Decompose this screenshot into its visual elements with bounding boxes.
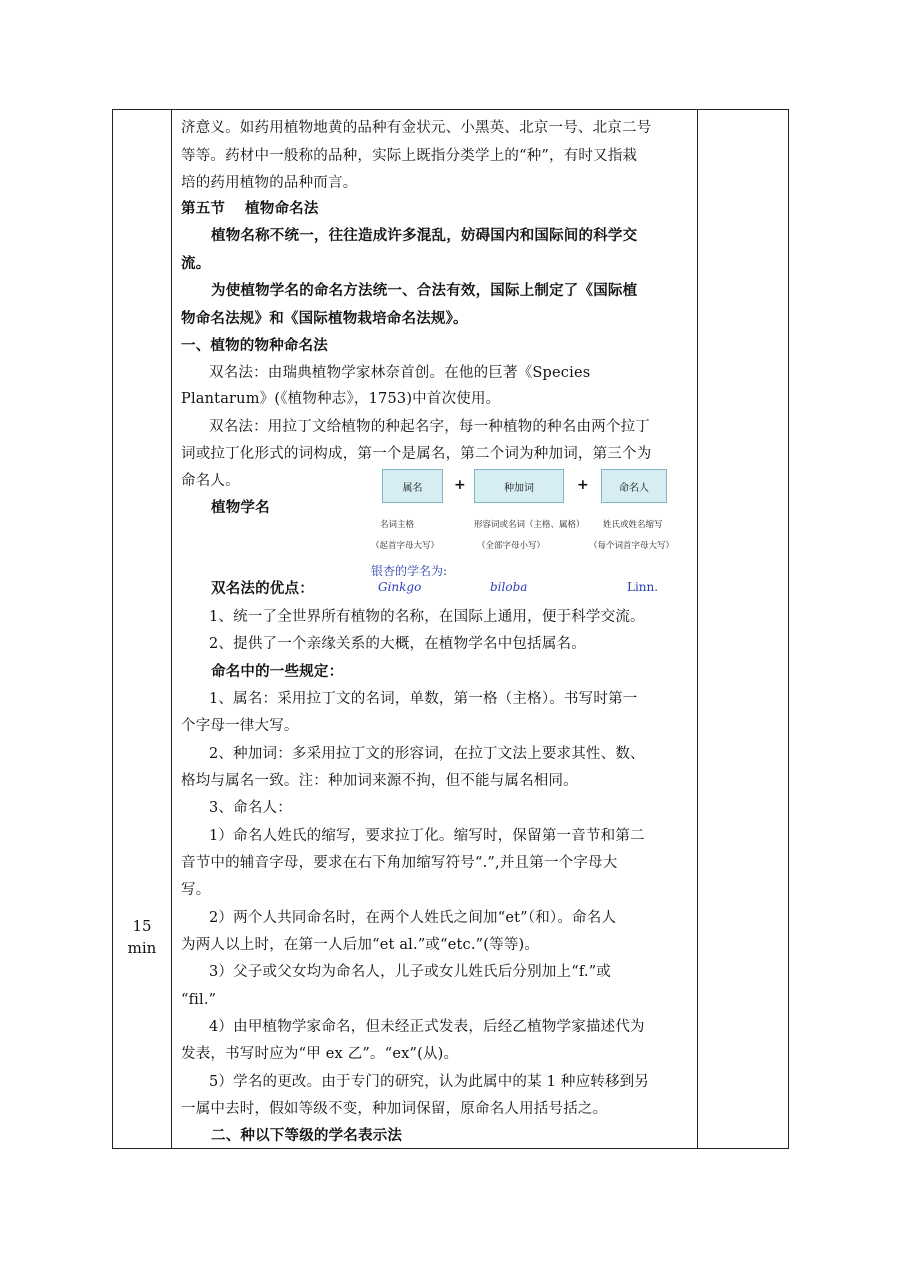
example-author: Linn. — [627, 580, 659, 594]
diagram-caption: （每个词首字母大写） — [589, 541, 675, 551]
text-line: 命名人。 — [181, 473, 240, 489]
text-line: 个字母一律大写。 — [181, 718, 299, 734]
time-cell — [113, 915, 171, 959]
text-line: 为使植物学名的命名方法统一、合法有效，国际上制定了《国际植 — [211, 282, 638, 299]
text-line: 双名法：用拉丁文给植物的种起名字，每一种植物的种名由两个拉丁 — [209, 419, 650, 435]
text-line: 词或拉丁化形式的词构成，第一个是属名，第二个词为种加词，第三个为 — [181, 446, 652, 462]
text-line: 2）两个人共同命名时，在两个人姓氏之间加“et”（和）。命名人 — [209, 910, 617, 926]
diagram-plus: + — [454, 477, 466, 493]
text-line: 3）父子或父女均为命名人，儿子或女儿姓氏后分别加上“f.”或 — [209, 964, 612, 980]
text-line: 植物名称不统一，往往造成许多混乱，妨碍国内和国际间的科学交 — [211, 227, 638, 244]
column-divider — [171, 110, 172, 1148]
text-line: 写。 — [181, 882, 211, 898]
example-title: 银杏的学名为: — [371, 564, 448, 578]
text-line: Plantarum》(《植物种志》，1753)中首次使用。 — [181, 391, 501, 407]
text-line: 双名法：由瑞典植物学家林奈首创。在他的巨著《Species — [209, 365, 591, 381]
example-genus: Ginkgo — [378, 580, 422, 594]
time-value: 15 — [132, 917, 152, 935]
diagram-box-author: 命名人 — [601, 469, 667, 503]
column-divider — [697, 110, 698, 1148]
text-line: 5）学名的更改。由于专门的研究，认为此属中的某 1 种应转移到另 — [209, 1074, 650, 1090]
text-line: 为两人以上时，在第一人后加“et al.”或“etc.”(等等)。 — [181, 937, 540, 953]
text-line: 1）命名人姓氏的缩写，要求拉丁化。缩写时，保留第一音节和第二 — [209, 828, 645, 844]
text-line: 2、种加词：多采用拉丁文的形容词，在拉丁文法上要求其性、数、 — [209, 746, 645, 762]
diagram-caption: 姓氏或姓名缩写 — [603, 520, 663, 530]
lesson-table — [112, 109, 789, 1149]
subsection-heading: 命名中的一些规定： — [211, 663, 344, 680]
text-line: 流。 — [181, 255, 211, 272]
example-epithet: biloba — [490, 580, 528, 594]
text-line: 物命名法规》和《国际植物栽培命名法规》。 — [181, 310, 468, 327]
time-unit: min — [127, 939, 157, 957]
text-line: 4）由甲植物学家命名，但未经正式发表，后经乙植物学家描述代为 — [209, 1019, 645, 1035]
text-line: 格均与属名一致。注：种加词来源不拘，但不能与属名相同。 — [181, 773, 578, 789]
text-line: 1、统一了全世界所有植物的名称，在国际上通用，便于科学交流。 — [209, 609, 645, 625]
diagram-caption: 形容词或名词（主格、属格） — [474, 520, 585, 530]
text-line: 一属中去时，假如等级不变，种加词保留，原命名人用括号括之。 — [181, 1101, 608, 1117]
text-line: 音节中的辅音字母，要求在右下角加缩写符号“.”,并且第一个字母大 — [181, 855, 618, 871]
subsection-heading: 一、植物的物种命名法 — [181, 337, 328, 354]
text-line: 等等。药材中一般称的品种，实际上既指分类学上的“种”，有时又指栽 — [181, 148, 638, 164]
text-line: 济意义。如药用植物地黄的品种有金状元、小黑英、北京一号、北京二号 — [181, 120, 652, 136]
diagram-box-epithet: 种加词 — [474, 469, 564, 503]
subsection-heading: 二、种以下等级的学名表示法 — [211, 1127, 403, 1144]
diagram-label: 植物学名 — [211, 499, 270, 516]
diagram-caption: 名词主格 — [380, 520, 415, 530]
section-heading: 第五节 植物命名法 — [181, 200, 319, 217]
text-line: 2、提供了一个亲缘关系的大概，在植物学名中包括属名。 — [209, 636, 586, 652]
text-line: 发表，书写时应为“甲 ex 乙”。“ex”(从)。 — [181, 1046, 459, 1062]
subsection-heading: 双名法的优点： — [211, 580, 314, 597]
diagram-caption: （全部字母小写） — [477, 541, 546, 551]
diagram-box-genus: 属名 — [382, 469, 443, 503]
text-line: 1、属名：采用拉丁文的名词，单数，第一格（主格）。书写时第一 — [209, 691, 638, 707]
diagram-plus: + — [577, 477, 589, 493]
text-line: 培的药用植物的品种而言。 — [181, 175, 358, 191]
text-line: “fil.” — [181, 992, 217, 1008]
diagram-caption: （起首字母大写） — [371, 541, 440, 551]
text-line: 3、命名人： — [209, 800, 292, 816]
